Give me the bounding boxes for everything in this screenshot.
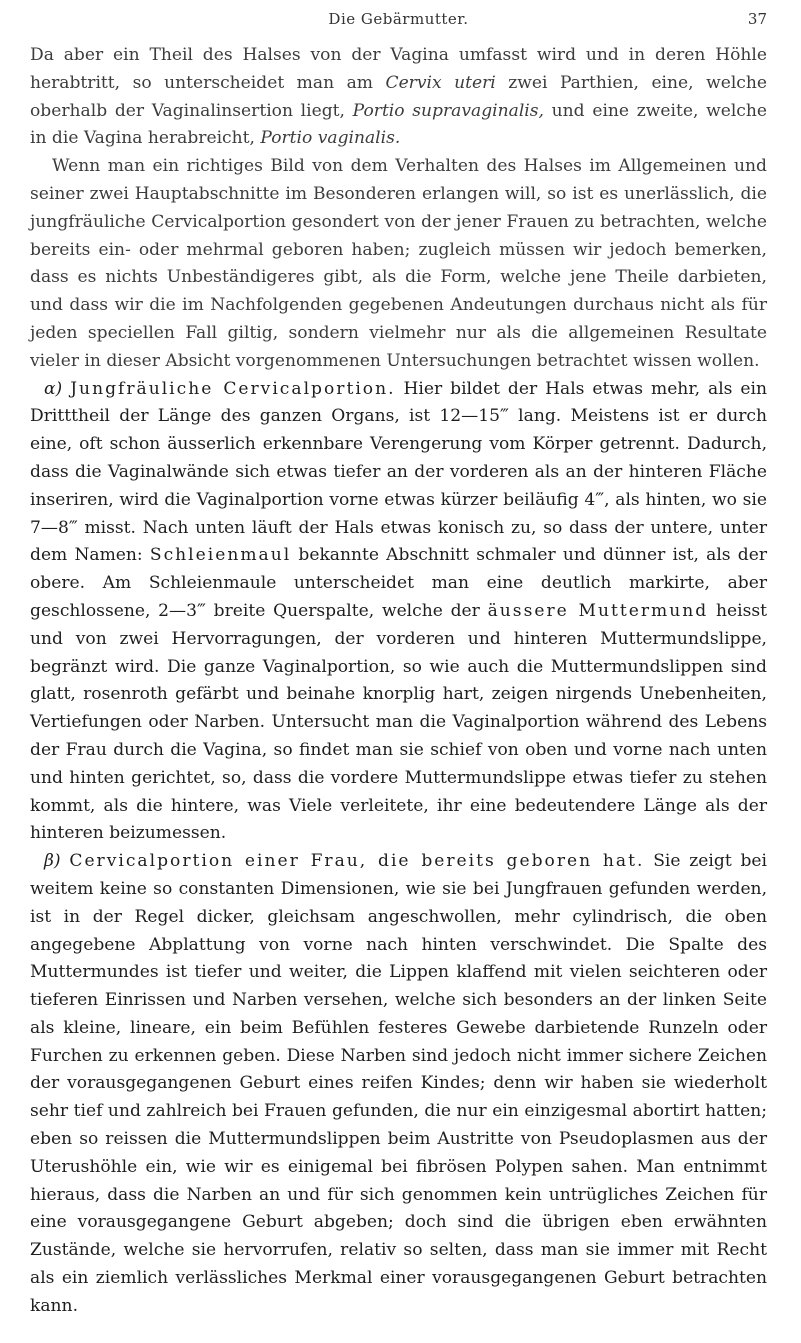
paragraph-portio (30, 42, 767, 153)
paragraph-text: Da aber ein Theil des Halses von der Vagina umfasst wird und in deren Höhle herabtritt, so unterscheidet man am (30, 45, 767, 93)
paragraph-overview: Wenn man ein richtiges Bild von dem Verhalten des Halses im Allgemeinen und seiner zwei Hauptabschnitte im Besonderen erlangen will, so ist es unerlässlich, die jungfräuliche Cervicalportion gesondert von der jener Frauen zu betrachten, welche bereits ein- oder mehrmal geboren haben; zugleich müssen wir jedoch bemerken, dass es nichts Unbeständigeres gibt, als die Form, welche jene Theile darbieten, und dass wir die im Nachfolgenden gegebenen Andeutungen durchaus nicht als für jeden speciellen Fall giltig, sondern vielmehr nur als die allgemeinen Resultate vieler in dieser Absicht vorgenommenen Untersuchungen betrachtet wissen wollen. (30, 156, 767, 371)
paragraph-text: und eine zweite, welche in die Vagina herabreicht, (30, 100, 767, 149)
term-cervix-uteri: Cervix uteri (385, 72, 496, 93)
section-heading-alpha: Jungfräuliche Cervicalportion. (70, 378, 396, 399)
term-portio-vaginalis: Portio vaginalis. (260, 128, 401, 149)
paragraph-text: Sie zeigt bei weitem keine so constanten Dimensionen, wie sie bei Jungfrauen gefunden werden, ist in der Regel dicker, gleichsam angeschwollen, mehr cylindrisch, die oben angegebene Abplattung von vorne nach hinten verschwindet. Die Spalte des Muttermundes ist tiefer und weiter, die Lippen klaffend mit vielen seichteren oder tieferen Einrissen und Narben versehen, welche sich besonders an der linken Seite als kleine, lineare, ein beim Befühlen festeres Gewebe darbietende Runzeln oder Furchen zu erkennen geben. Diese Narben sind jedoch nicht immer sichere Zeichen der vorausgegangenen Geburt eines reifen Kindes; denn wir haben sie wiederholt sehr tief und zahlreich bei Frauen gefunden, die nur ein einzigesmal abortirt hatten; eben so reissen die Muttermundslippen beim Austritte von Pseudoplasmen aus der Uterushöhle ein, wie wir es einigemal bei fibrösen Polypen sahen. Man entnimmt hieraus, dass die Narben an und für sich genommen kein untrügliches Zeichen für eine vorausgegangene Geburt abgeben; doch sind die übrigen eben erwähnten Zustände, welche sie hervorrufen, relativ so selten, dass man sie immer mit Recht als ein ziemlich verlässliches Merkmal einer vorausgegangenen Geburt betrachten kann. (30, 851, 768, 1316)
paragraph-text: Hier bildet der Hals etwas mehr, als ein Dritttheil der Länge des ganzen Organs, ist 12—15‴ lang. Meistens ist er durch eine, oft schon äusserlich erkennbare Verengerung vom Körper getrennt. Dadurch, dass die Vaginalwände sich etwas tiefer an der vorderen als an der hinteren Fläche inseriren, wird die Vaginalportion vorne etwas kürzer beiläufig 4‴, als hinten, wo sie 7—8‴ misst. Nach unten läuft der Hals etwas konisch zu, so dass der untere, unter dem Namen: (30, 378, 768, 566)
section-heading-beta: Cervicalportion einer Frau, die bereits geboren hat. (69, 851, 645, 872)
section-marker-beta: β) (44, 851, 61, 872)
paragraph-text: bekannte Abschnitt schmaler und dünner ist, als der obere. Am Schleienmaule unterscheidet man eine deutlich markirte, aber geschlossene, 2—3‴ breite Querspalte, welche der (30, 545, 767, 621)
paragraph-text: heisst und von zwei Hervorragungen, der vorderen und hinteren Muttermundslippe, begränzt wird. Die ganze Vaginalportion, so wie auch die Muttermundslippen sind glatt, rosenroth gefärbt und beinahe knorplig hart, zeigen nirgends Unebenheiten, Vertiefungen oder Narben. Untersucht man die Vaginalportion während des Lebens der Frau durch die Vagina, so findet man sie schief von oben und vorne nach unten und hinten gerichtet, so, dass die vordere Muttermundslippe etwas tiefer zu stehen kommt, als die hintere, was Viele verleitete, ihr eine bedeutendere Länge als der hinteren beizumessen. (30, 600, 767, 844)
paragraph-parous-cervix (30, 848, 767, 1321)
page-number: 37 (747, 10, 767, 28)
section-marker-alpha: α) (44, 378, 63, 399)
term-portio-supravaginalis: Portio supravaginalis, (352, 100, 544, 121)
running-title: Die Gebärmutter. (328, 10, 469, 28)
page-header (30, 10, 767, 32)
paragraph-text: zwei Parthien, eine, welche oberhalb der Vaginalinsertion liegt, (30, 72, 767, 121)
term-aeussere-muttermund: äussere Muttermund (487, 600, 709, 621)
body-text (30, 42, 767, 1321)
term-schleienmaul: Schleienmaul (149, 545, 292, 566)
paragraph-virginal-cervix (30, 376, 767, 849)
